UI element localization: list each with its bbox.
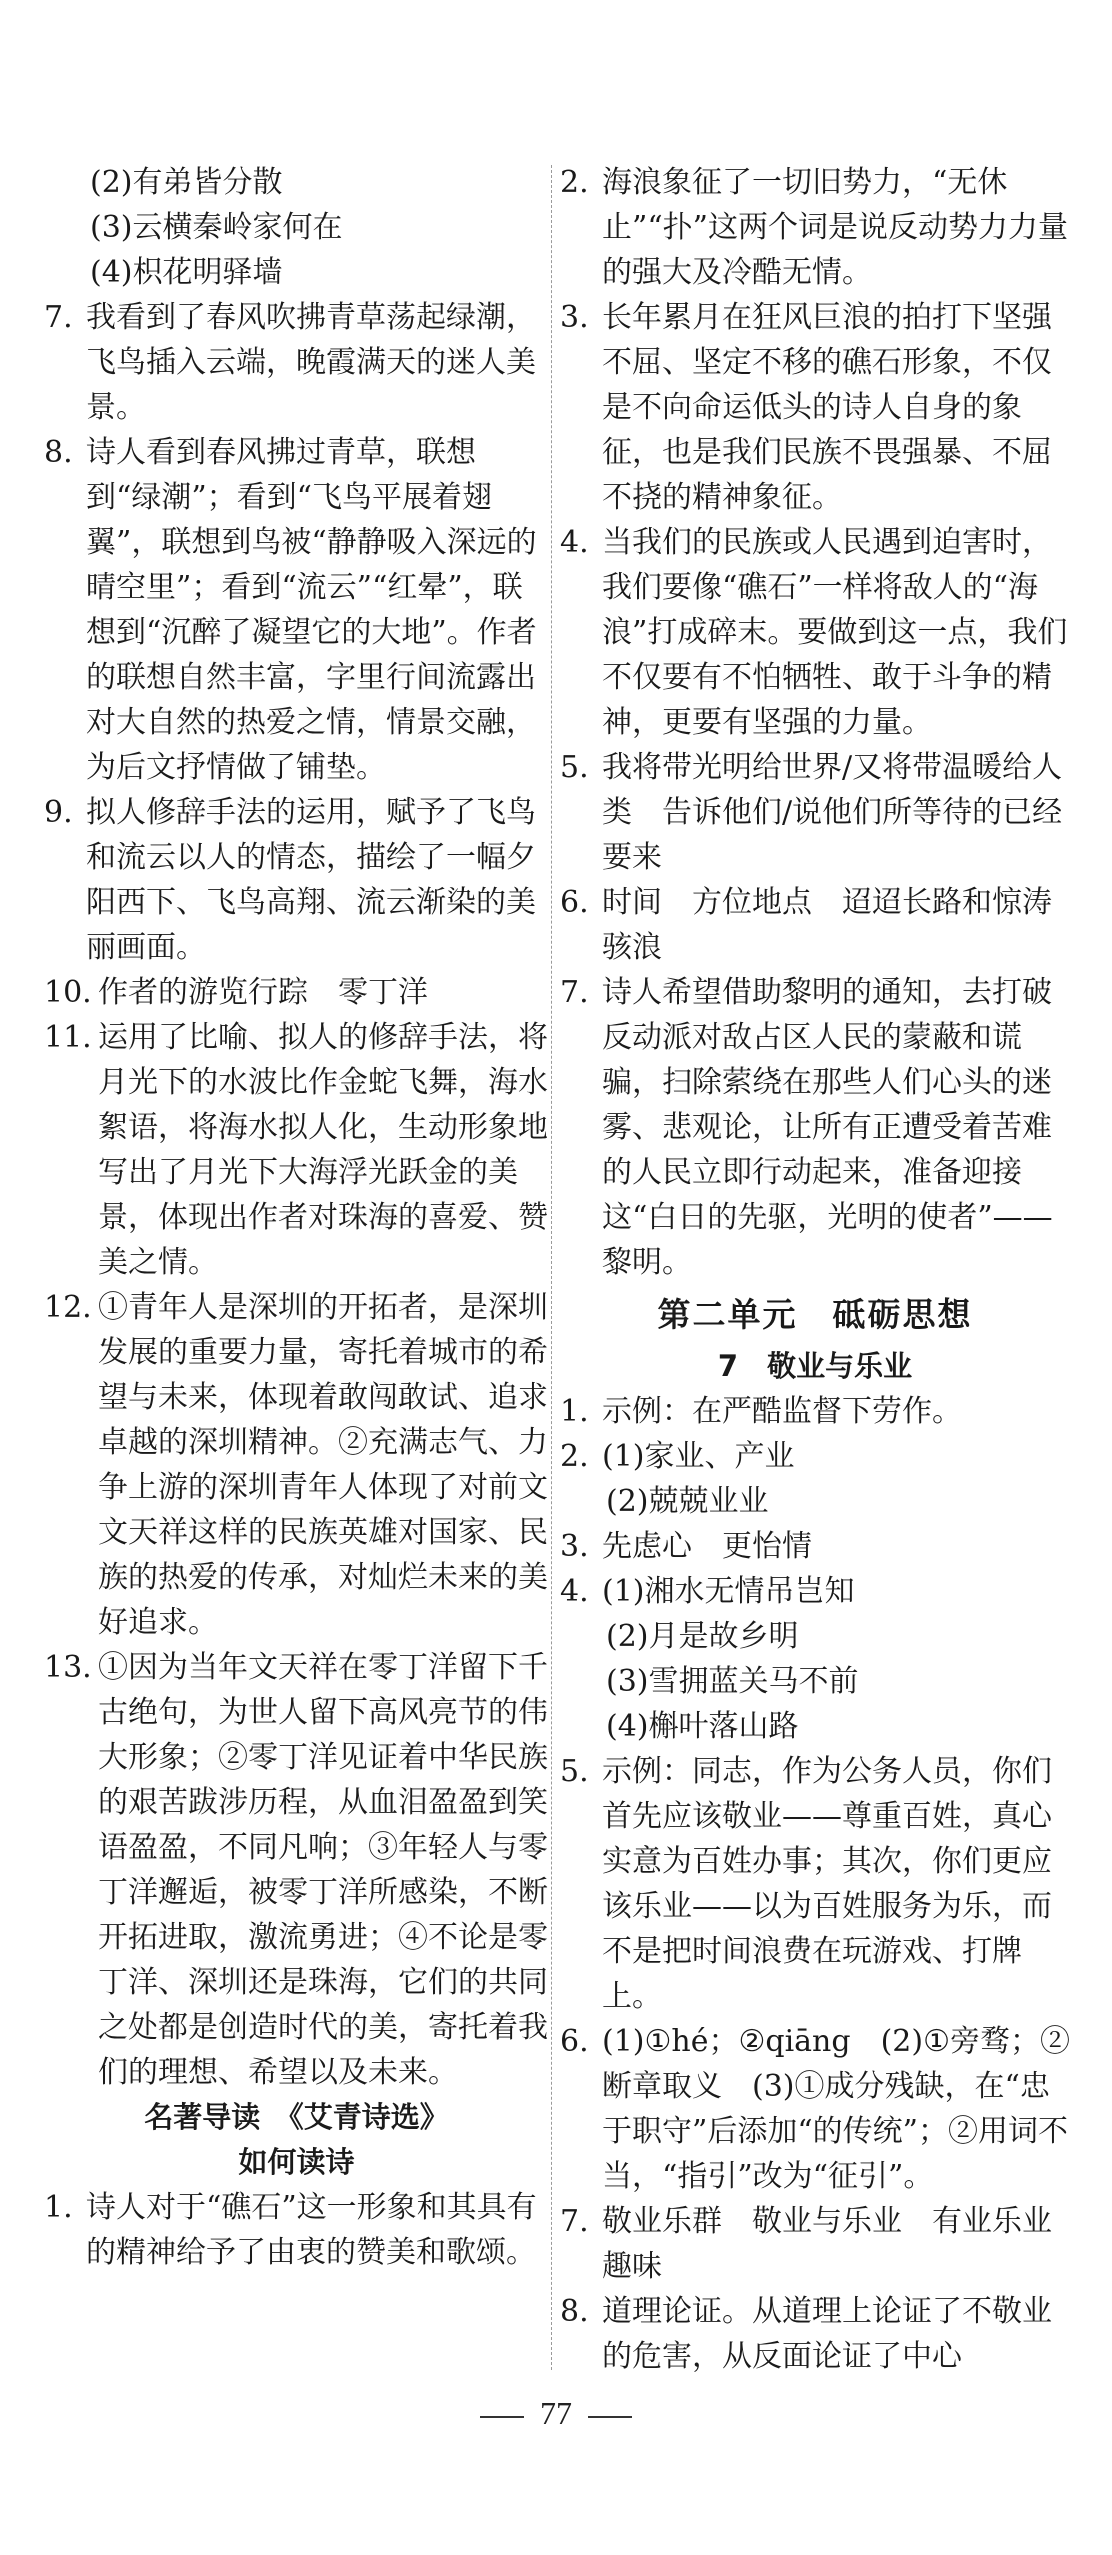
item-number: 4. (560, 525, 589, 560)
item-text: (1)家业、产业 (602, 1439, 795, 1474)
item-text: (1)湘水无情吊岂知 (602, 1574, 855, 1609)
answer-item (560, 2199, 1082, 2289)
lesson-heading: 7 敬业与乐业 (717, 1349, 913, 1383)
item-number: 13. (44, 1650, 92, 1685)
answer-item (44, 790, 549, 970)
left-dash (480, 2416, 524, 2418)
item-number: 1. (44, 2190, 73, 2225)
item-text: 运用了比喻、拟人的修辞手法，将月光下的水波比作金蛇飞舞，海水絮语，将海水拟人化，生动形象地写出了月光下大海浮光跃金的美景，体现出作者对珠海的喜爱、赞美之情。 (98, 1020, 548, 1280)
item-text: (4)枳花明驿墙 (90, 255, 283, 290)
item-number: 2. (560, 165, 589, 200)
answer-item (44, 970, 549, 1015)
answer-item (560, 160, 1070, 295)
answer-item (560, 2019, 1070, 2199)
item-text: 时间 方位地点 迢迢长路和惊涛骇浪 (602, 885, 1052, 965)
item-number: 2. (560, 1439, 589, 1474)
item-text: 长年累月在狂风巨浪的拍打下坚强不屈、坚定不移的礁石形象，不仅是不向命运低头的诗人自身的象征，也是我们民族不畏强暴、不屈不挠的精神象征。 (602, 300, 1052, 515)
item-text: 海浪象征了一切旧势力，“无休止”“扑”这两个词是说反动势力力量的强大及冷酷无情。 (602, 165, 1069, 290)
item-text: (1)①hé；②qiāng (2)①旁骛；②断章取义 (3)①成分残缺，在“忠于职守”后添加“的传统”；②用词不当，“指引”改为“征引”。 (602, 2024, 1070, 2194)
item-number: 6. (560, 885, 589, 920)
answer-item (44, 1015, 549, 1285)
answer-item (44, 205, 549, 250)
answer-item (560, 880, 1070, 970)
answer-item (560, 520, 1070, 745)
answer-item (44, 2185, 549, 2275)
page-number: 77 (540, 2395, 572, 2431)
item-text: (4)槲叶落山路 (606, 1709, 799, 1744)
left-tail-list (44, 2185, 549, 2275)
item-text: 诗人看到春风拂过青草，联想到“绿潮”；看到“飞鸟平展着翅翼”，联想到鸟被“静静吸入深远的晴空里”；看到“流云”“红晕”，联想到“沉醉了凝望它的大地”。作者的联想自然丰富，字里行间流露出对大自然的热爱之情，情景交融，为后文抒情做了铺垫。 (86, 435, 537, 785)
answer-item (560, 295, 1070, 520)
item-number: 6. (560, 2024, 589, 2059)
right-dash (588, 2416, 632, 2418)
item-text: (3)雪拥蓝关马不前 (606, 1664, 859, 1699)
item-number: 5. (560, 750, 589, 785)
answer-item (560, 1524, 1070, 1569)
reading-guide-heading: 名著导读 《艾青诗选》 (144, 2100, 449, 2134)
right-column (560, 160, 1082, 2379)
answer-item (560, 2289, 1070, 2379)
answer-item (560, 1749, 1070, 2019)
item-text: (2)月是故乡明 (606, 1619, 799, 1654)
page-number-footer (0, 2395, 1112, 2432)
answer-item (560, 1614, 1070, 1659)
item-text: 我将带光明给世界/又将带温暖给人类 告诉他们/说他们所等待的已经要来 (602, 750, 1063, 875)
item-number: 7. (560, 2204, 589, 2239)
left-answer-list (44, 295, 549, 2095)
item-number: 7. (44, 300, 73, 335)
item-text: 道理论证。从道理上论证了不敬业的危害，从反面论证了中心 (602, 2294, 1052, 2374)
column-divider (551, 165, 552, 2370)
answer-item (560, 1704, 1070, 1749)
answer-item (44, 1285, 549, 1645)
item-text: 拟人修辞手法的运用，赋予了飞鸟和流云以人的情态，描绘了一幅夕阳西下、飞鸟高翔、流云渐染的美丽画面。 (86, 795, 536, 965)
answer-item (560, 1479, 1070, 1524)
item-text: 诗人对于“礁石”这一形象和其具有的精神给予了由衷的赞美和歌颂。 (86, 2190, 537, 2270)
left-sub-list (44, 160, 549, 295)
item-text: 我看到了春风吹拂青草荡起绿潮，飞鸟插入云端，晚霞满天的迷人美景。 (86, 300, 536, 425)
answer-item (44, 430, 549, 790)
item-text: (3)云横秦岭家何在 (90, 210, 343, 245)
answer-item (44, 295, 549, 430)
item-text: 诗人希望借助黎明的通知，去打破反动派对敌占区人民的蒙蔽和谎骗，扫除萦绕在那些人们心头的迷雾、悲观论，让所有正遭受着苦难的人民立即行动起来，准备迎接这“白日的先驱，光明的使者”——黎明。 (602, 975, 1053, 1280)
item-text: 示例：在严酷监督下劳作。 (602, 1394, 962, 1429)
unit-heading: 第二单元 砥砺思想 (657, 1295, 973, 1334)
item-number: 3. (560, 1529, 589, 1564)
item-number: 4. (560, 1574, 589, 1609)
item-text: 示例：同志，作为公务人员，你们首先应该敬业——尊重百姓，真心实意为百姓办事；其次，你们更应该乐业——以为百姓服务为乐，而不是把时间浪费在玩游戏、打牌上。 (602, 1754, 1052, 2014)
item-number: 7. (560, 975, 589, 1010)
lesson-answer-list (560, 1389, 1082, 2379)
how-to-read-heading: 如何读诗 (238, 2145, 355, 2179)
item-number: 3. (560, 300, 589, 335)
answer-item (560, 745, 1070, 880)
item-text: ①青年人是深圳的开拓者，是深圳发展的重要力量，寄托着城市的希望与未来，体现着敢闯敢试、追求卓越的深圳精神。②充满志气、力争上游的深圳青年人体现了对前文文天祥这样的民族英雄对国家、民族的热爱的传承，对灿烂未来的美好追求。 (98, 1290, 548, 1640)
item-number: 12. (44, 1290, 92, 1325)
item-text: ①因为当年文天祥在零丁洋留下千古绝句，为世人留下高风亮节的伟大形象；②零丁洋见证着中华民族的艰苦跋涉历程，从血泪盈盈到笑语盈盈，不同凡响；③年轻人与零丁洋邂逅，被零丁洋所感染，不断开拓进取，激流勇进；④不论是零丁洋、深圳还是珠海，它们的共同之处都是创造时代的美，寄托着我们的理想、希望以及未来。 (98, 1650, 548, 2090)
item-number: 8. (560, 2294, 589, 2329)
item-text: 当我们的民族或人民遇到迫害时，我们要像“礁石”一样将敌人的“海浪”打成碎末。要做到这一点，我们不仅要有不怕牺牲、敢于斗争的精神，更要有坚强的力量。 (602, 525, 1068, 740)
answer-item (560, 970, 1070, 1285)
left-column (44, 160, 549, 2275)
answer-item (44, 250, 549, 295)
item-text: 敬业乐群 敬业与乐业 有业乐业 趣味 (602, 2204, 1082, 2284)
item-number: 10. (44, 975, 92, 1010)
item-text: (2)有弟皆分散 (90, 165, 283, 200)
item-number: 8. (44, 435, 73, 470)
answer-item (560, 1569, 1070, 1614)
answer-item (44, 1645, 549, 2095)
item-number: 9. (44, 795, 73, 830)
item-number: 5. (560, 1754, 589, 1789)
item-text: 作者的游览行踪 零丁洋 (98, 975, 428, 1010)
right-answer-list (560, 160, 1070, 1285)
answer-item (560, 1659, 1070, 1704)
item-text: 先虑心 更怡情 (602, 1529, 812, 1564)
answer-item (560, 1389, 1070, 1434)
answer-item (560, 1434, 1070, 1479)
item-number: 1. (560, 1394, 589, 1429)
item-number: 11. (44, 1020, 92, 1055)
answer-item (44, 160, 549, 205)
item-text: (2)兢兢业业 (606, 1484, 769, 1519)
